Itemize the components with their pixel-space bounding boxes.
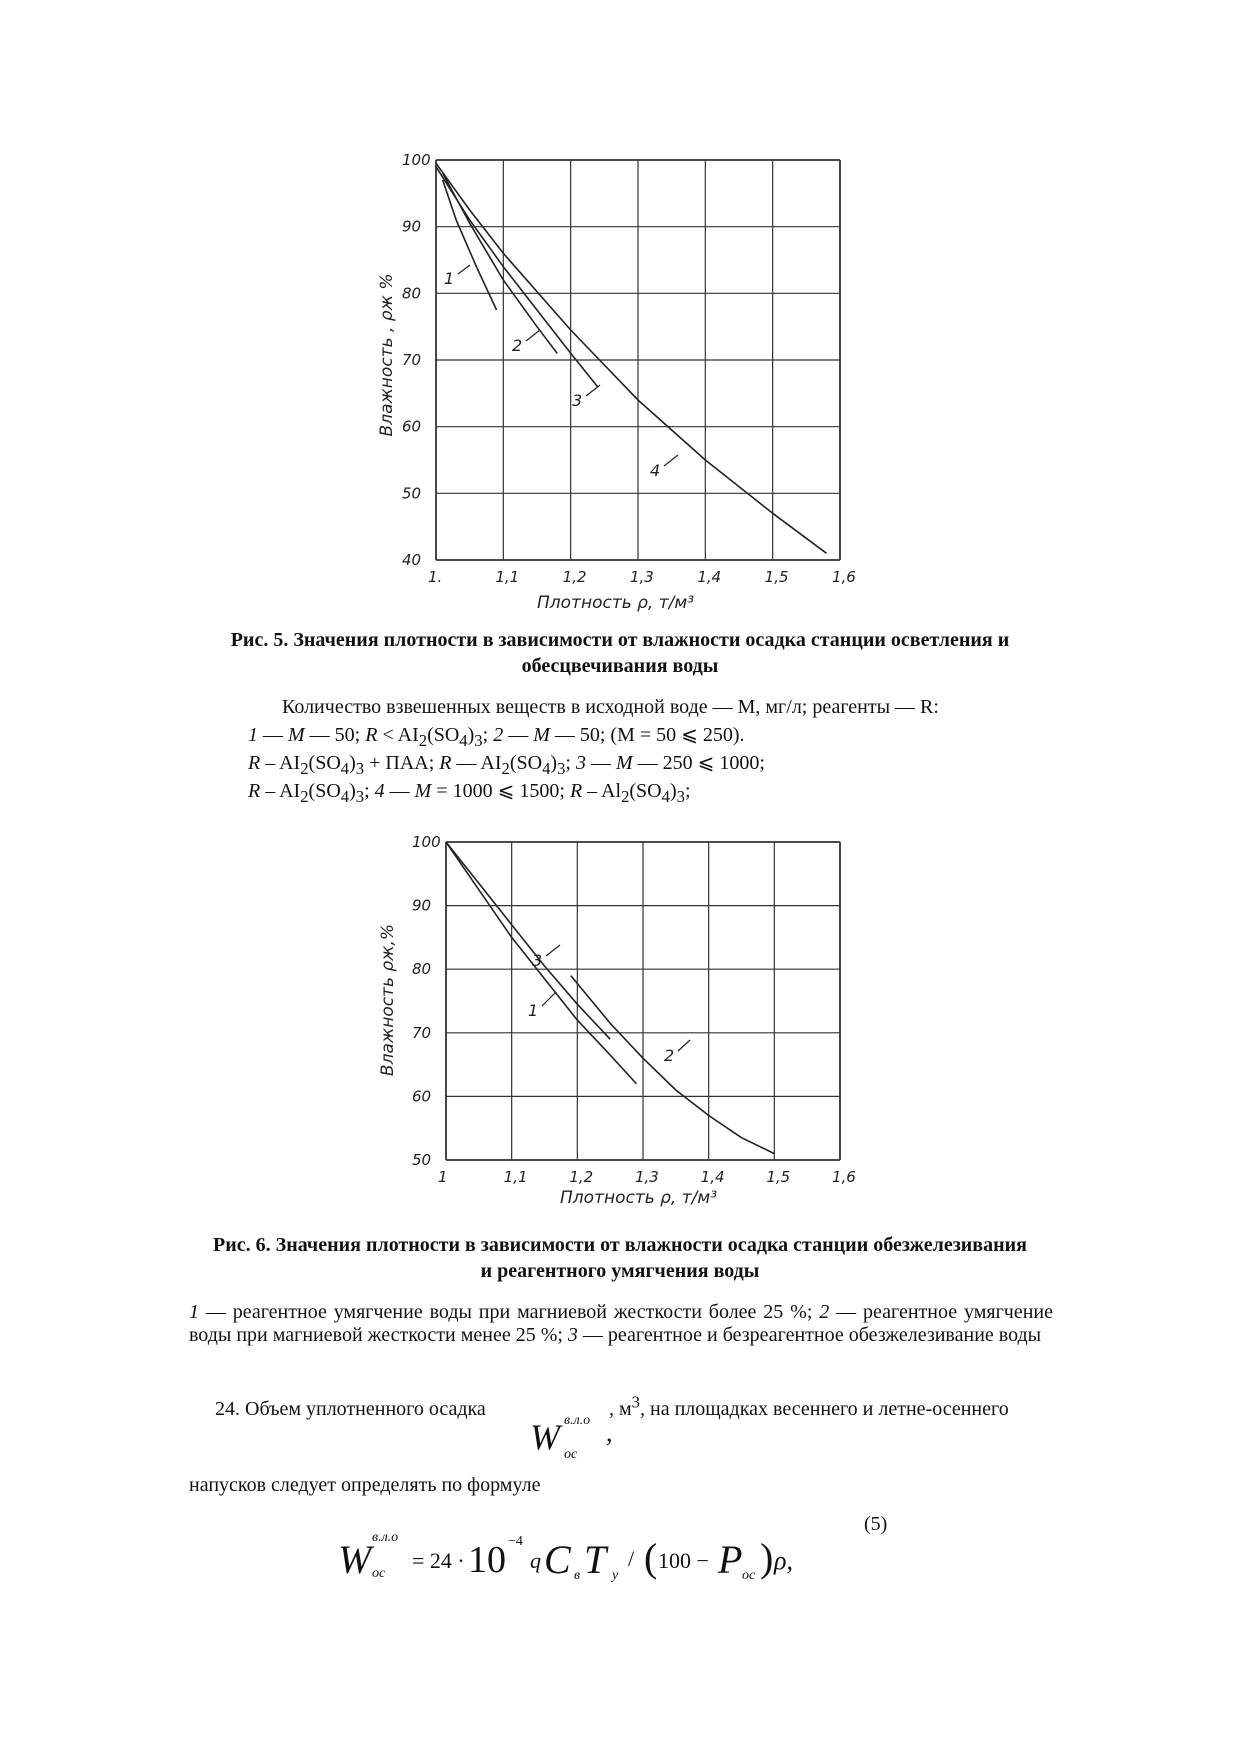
y-tick-label: 80 [412,960,432,979]
eq-p-sub: ос [742,1568,756,1583]
curve-label-leader [664,455,678,466]
x-axis-label: Плотность ρ, т/м³ [537,593,695,613]
figure5-legend-line2: 1 — M — 50; $R < AI_2(SO_4)_3$; 2 — M — 50; (M = 50 ⩽ 250). [248,724,745,750]
x-tick-label: 1,3 [630,568,654,586]
curve-label-leader [586,385,600,396]
inline-symbol-w-sub: ос [564,1447,578,1462]
curve-label-leader [542,992,556,1006]
figure5-caption-line1: Рис. 5. Значения плотности в зависимости от влажности осадка станции осветления и [230,629,1010,651]
eq-t: T [584,1537,607,1582]
curve-label-leader [458,265,470,274]
y-tick-label: 90 [412,896,432,915]
figure5-legend-line3: R – $AI_2(SO_4)_3$ + ПАА; R — $AI_2(SO_4)_3$; 3 — M — 250 ⩽ 1000; [248,752,765,778]
y-tick-label: 60 [402,417,422,436]
eq-t-sub: у [612,1568,619,1583]
curve-label-2: 2 [512,336,523,355]
curve-label-leader [546,945,560,956]
figure5-legend-line1: Количество взвешенных веществ в исходной воде — M, мг/л; реагенты — R: [282,696,939,718]
x-tick-label: 1,5 [764,568,789,586]
y-tick-label: 70 [402,351,422,369]
x-tick-label: 1,1 [495,568,520,586]
x-tick-label: 1 [438,1168,448,1186]
x-tick-label: 1,4 [700,1168,725,1186]
y-tick-label: 80 [402,284,422,303]
paragraph-24-tail: , $м^3$, на площадках весеннего и летне-осеннего [609,1392,1009,1420]
inline-symbol-comma: , [606,1418,613,1447]
figure6-caption-line1: Рис. 6. Значения плотности в зависимости от влажности осадка станции обезжелезивания [213,1234,1027,1256]
x-tick-label: 1,2 [562,568,587,586]
eq-w: W [338,1537,372,1582]
x-tick-label: 1. [428,568,443,586]
y-tick-label: 70 [412,1023,432,1042]
curve-label-4: 4 [650,461,661,480]
curve-label-3: 3 [532,951,543,970]
x-tick-label: 1,3 [635,1168,659,1186]
inline-symbol-w [530,1413,613,1462]
eq-slash: / [628,1546,635,1571]
x-tick-label: 1,2 [569,1168,594,1186]
eq-w-sup: в.л.о [372,1530,399,1545]
curve-label-1: 1 [444,269,455,288]
eq-q: q [530,1548,541,1573]
figure6-legend: 1 — реагентное умягчение воды при магниевой жесткости более 25 %; 2 — реагентное умягчение воды при магниевой жесткости менее 25 %; 3 — реагентное и безреагентное обезжелезивание воды [189,1301,1053,1346]
eq-hundred-minus: 100 − [658,1548,709,1573]
inline-symbol-w-main: W [530,1417,560,1457]
y-axis-label: Влажность , ρж % [377,273,397,437]
eq-w-sub: ос [372,1566,386,1581]
figure6-chart [0,820,1240,1240]
x-tick-label: 1,1 [503,1168,528,1186]
eq-ten-exp: −4 [508,1534,523,1549]
paragraph-24-continuation: напусков следует определять по формуле [189,1474,541,1496]
y-tick-label: 60 [412,1087,432,1106]
eq-c-sub: в [574,1568,581,1583]
curve-label-leader [678,1040,690,1051]
y-tick-label: 50 [402,484,422,503]
figure5-plot [377,151,856,613]
curve-label-3: 3 [572,391,583,410]
y-tick-label: 100 [412,833,441,851]
equation-5 [338,1528,858,1598]
eq-equals-24: = 24 · [412,1548,465,1573]
figure5-caption-line2: обесцвечивания воды [521,655,719,677]
eq-rho: ρ, [774,1546,793,1575]
eq-p: P [718,1537,743,1582]
y-tick-label: 90 [402,217,422,236]
figure6-plot [378,833,856,1208]
x-axis-label: Плотность ρ, т/м³ [560,1188,718,1208]
series-line-4 [436,163,827,553]
curve-label-leader [526,330,540,341]
x-tick-label: 1,6 [832,568,856,586]
eq-c: C [544,1537,571,1582]
y-tick-label: 50 [412,1151,432,1169]
figure6-caption [0,1232,1240,1284]
x-tick-label: 1,5 [766,1168,791,1186]
figure5-legend-line4: R – $AI_2(SO_4)_3$; 4 — M = 1000 ⩽ 1500; R – $Al_2(SO_4)_3$; [248,780,691,806]
eq-close-paren: ) [760,1535,774,1580]
y-axis-label: Влажность ρж,% [378,923,398,1077]
inline-symbol-w-sup: в.л.о [564,1413,591,1428]
figure6-caption-line2: и реагентного умягчения воды [480,1260,760,1282]
x-tick-label: 1,6 [832,1168,856,1186]
equation-number: (5) [864,1513,888,1535]
curve-label-2: 2 [664,1046,675,1065]
eq-open-paren: ( [644,1535,658,1580]
figure5-chart [0,0,1240,640]
curve-label-1: 1 [528,1001,539,1020]
paragraph-24-lead: 24. Объем уплотненного осадка [215,1398,486,1420]
x-tick-label: 1,4 [697,568,722,586]
eq-ten: 10 [468,1539,506,1581]
y-tick-label: 40 [402,551,422,569]
figure5-legend [248,693,1048,805]
y-tick-label: 100 [402,151,431,169]
figure5-caption [0,627,1240,679]
